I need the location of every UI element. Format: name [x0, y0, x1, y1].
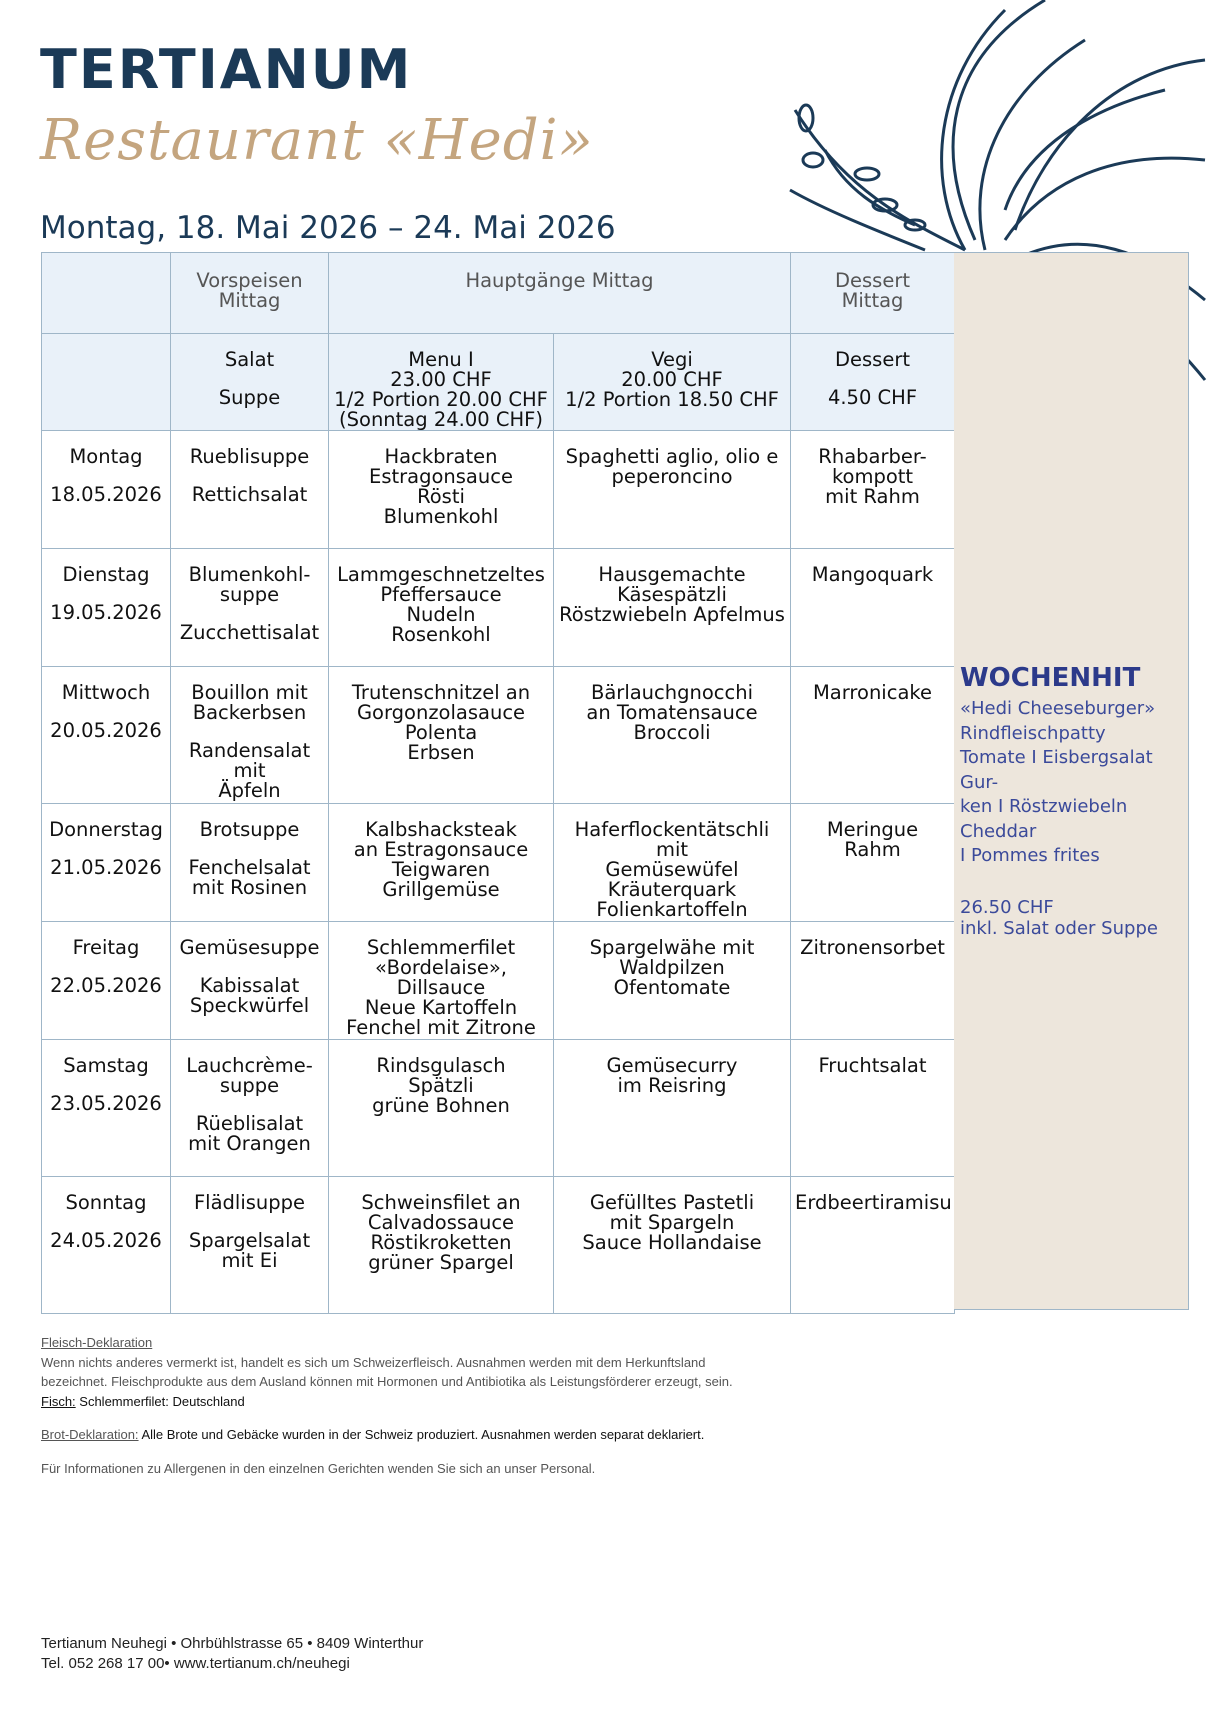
- dessert-cell: [791, 1040, 955, 1177]
- vegi-cell: [554, 922, 791, 1040]
- vegi-cell: [554, 1040, 791, 1177]
- day-row: [42, 1040, 955, 1177]
- vegi-line: Gemüsecurry: [606, 1054, 738, 1077]
- starter-line: Fenchelsalat: [188, 856, 311, 879]
- dessert-line: Erdbeertiramisu: [795, 1191, 952, 1214]
- subheader-line: Salat: [224, 348, 275, 371]
- starter-line: Rueblisuppe: [189, 445, 310, 468]
- day-cell: [42, 922, 171, 1040]
- dessert-cell: [791, 922, 955, 1040]
- restaurant-name: Restaurant «Hedi»: [40, 108, 594, 173]
- header-hauptgaenge: Hauptgänge Mittag: [329, 253, 791, 334]
- subheader-line: Menu I: [408, 348, 474, 371]
- starter-line: suppe: [219, 1074, 280, 1097]
- starter-line: Lauchcrème-: [186, 1054, 313, 1077]
- header-dessert: [791, 253, 955, 334]
- menu-cell: [329, 804, 554, 922]
- menu-line: Polenta: [404, 721, 478, 744]
- day-name: Freitag: [72, 936, 140, 959]
- day-date: 23.05.2026: [50, 1092, 162, 1115]
- allergen-note: Für Informationen zu Allergenen in den einzelnen Gerichten wenden Sie sich an unser Personal.: [41, 1460, 596, 1476]
- header-empty: [42, 253, 171, 334]
- fleisch-text: bezeichnet. Fleischprodukte aus dem Ausland können mit Hormonen und Antibiotika als Leistungsförderer erzeugt, sein.: [41, 1374, 733, 1389]
- table-header-row: [42, 253, 955, 334]
- fleisch-text: Wenn nichts anderes vermerkt ist, handelt es sich um Schweizerfleisch. Ausnahmen werden mit dem Herkunftsland: [41, 1354, 706, 1370]
- subheader-line: Dessert: [835, 348, 910, 371]
- subheader-line: 1/2 Portion 18.50 CHF: [565, 388, 779, 411]
- subheader-line: Suppe: [218, 386, 281, 409]
- menu-line: Rindsgulasch: [376, 1054, 506, 1077]
- starter-line: mit Rosinen: [191, 876, 308, 899]
- subheader-vegi: [554, 334, 791, 431]
- table-subheader-row: [42, 334, 955, 431]
- menu-line: Röstikroketten: [370, 1231, 512, 1254]
- vegi-line: Kräuterquark: [607, 878, 737, 901]
- fisch-label: Fisch:: [41, 1393, 76, 1409]
- brot-label: Brot-Deklaration:: [41, 1427, 139, 1442]
- menu-line: Erbsen: [407, 741, 475, 764]
- vegi-cell: [554, 667, 791, 804]
- starter-line: Kabissalat: [199, 974, 300, 997]
- vegi-line: Gefülltes Pastetli: [589, 1191, 755, 1214]
- date-range-heading: Montag, 18. Mai 2026 – 24. Mai 2026: [40, 210, 616, 246]
- wochenhit-panel: [954, 252, 1189, 1310]
- vegi-line: Hausgemachte: [598, 563, 746, 586]
- dessert-line: Marronicake: [812, 681, 932, 704]
- vegi-line: Spaghetti aglio, olio e: [565, 445, 779, 468]
- brand-logo: TERTIANUM: [40, 38, 413, 101]
- header-vorspeisen-line: Mittag: [218, 289, 281, 312]
- day-cell: [42, 431, 171, 549]
- menu-line: Rösti: [417, 485, 465, 508]
- wochenhit-line: Tomate I Eisbergsalat Gur-: [960, 747, 1153, 793]
- day-row: [42, 667, 955, 804]
- wochenhit-price-note: inkl. Salat oder Suppe: [960, 917, 1158, 939]
- dessert-line: Fruchtsalat: [818, 1054, 927, 1077]
- vegi-line: Folienkartoffeln: [596, 898, 748, 921]
- subheader-line: Vegi: [651, 348, 693, 371]
- header-vorspeisen: [171, 253, 329, 334]
- menu-line: Grillgemüse: [382, 878, 500, 901]
- dessert-line: Rahm: [844, 838, 901, 861]
- starter-cell: [171, 922, 329, 1040]
- menu-line: Fenchel mit Zitrone: [346, 1016, 536, 1039]
- starter-cell: [171, 804, 329, 922]
- menu-line: an Estragonsauce: [353, 838, 529, 861]
- day-cell: [42, 804, 171, 922]
- brot-text: Alle Brote und Gebäcke wurden in der Schweiz produziert. Ausnahmen werden separat deklariert.: [138, 1427, 705, 1442]
- day-date: 19.05.2026: [50, 601, 162, 624]
- menu-cell: [329, 431, 554, 549]
- menu-line: Kalbshacksteak: [365, 818, 517, 841]
- starter-line: Flädlisuppe: [193, 1191, 306, 1214]
- subheader-menu1: [329, 334, 554, 431]
- subheader-line: 4.50 CHF: [827, 386, 918, 409]
- day-row: [42, 431, 955, 549]
- dessert-cell: [791, 1177, 955, 1314]
- menu-line: Gorgonzolasauce: [356, 701, 526, 724]
- fleisch-title: Fleisch-Deklaration: [41, 1335, 153, 1350]
- menu-cell: [329, 549, 554, 667]
- subheader-starter: [171, 334, 329, 431]
- starter-line: Speckwürfel: [189, 994, 310, 1017]
- menu-line: Estragonsauce: [369, 465, 513, 488]
- dessert-line: Mangoquark: [811, 563, 934, 586]
- starter-line: Randensalat mit: [188, 739, 311, 782]
- vegi-line: an Tomatensauce: [586, 701, 758, 724]
- vegi-line: Sauce Hollandaise: [582, 1231, 762, 1254]
- starter-line: mit Orangen: [188, 1132, 311, 1155]
- menu-line: Neue Kartoffeln: [364, 996, 518, 1019]
- day-row: [42, 549, 955, 667]
- day-name: Montag: [69, 445, 143, 468]
- vegi-cell: [554, 804, 791, 922]
- day-row: [42, 804, 955, 922]
- menu-table: [41, 252, 955, 1314]
- starter-cell: [171, 667, 329, 804]
- menu-line: Nudeln: [406, 603, 476, 626]
- dessert-cell: [791, 549, 955, 667]
- menu-line: grüne Bohnen: [372, 1094, 510, 1117]
- vegi-cell: [554, 431, 791, 549]
- dessert-line: Meringue: [826, 818, 919, 841]
- dessert-cell: [791, 431, 955, 549]
- menu-line: Pfeffersauce: [380, 583, 502, 606]
- menu-line: Spätzli: [408, 1074, 474, 1097]
- starter-cell: [171, 549, 329, 667]
- address-line: Tertianum Neuhegi • Ohrbühlstrasse 65 • 8409 Winterthur: [41, 1635, 424, 1652]
- header-dessert-line: Dessert: [835, 269, 910, 292]
- subheader-line: 20.00 CHF: [621, 368, 723, 391]
- dessert-line: kompott: [831, 465, 914, 488]
- starter-line: Gemüsesuppe: [179, 936, 320, 959]
- day-name: Donnerstag: [49, 818, 163, 841]
- subheader-empty: [42, 334, 171, 431]
- vegi-line: Haferflockentätschli mit: [574, 818, 770, 861]
- day-name: Dienstag: [62, 563, 150, 586]
- vegi-line: Ofentomate: [613, 976, 731, 999]
- menu-cell: [329, 1040, 554, 1177]
- day-date: 22.05.2026: [50, 974, 162, 997]
- wochenhit-line: Rindfleischpatty: [960, 722, 1106, 744]
- day-date: 24.05.2026: [50, 1229, 162, 1252]
- starter-line: Brotsuppe: [199, 818, 300, 841]
- day-date: 20.05.2026: [50, 719, 162, 742]
- menu-line: Teigwaren: [391, 858, 491, 881]
- menu-cell: [329, 922, 554, 1040]
- dessert-line: Rhabarber-: [818, 445, 927, 468]
- wochenhit-line: ken I Röstzwiebeln Cheddar: [960, 796, 1128, 842]
- day-name: Mittwoch: [61, 681, 151, 704]
- menu-line: grüner Spargel: [368, 1251, 514, 1274]
- starter-cell: [171, 1040, 329, 1177]
- vegi-line: Käsespätzli: [617, 583, 727, 606]
- declarations: [41, 1333, 841, 1478]
- menu-line: Hackbraten: [384, 445, 498, 468]
- menu-line: «Bordelaise», Dillsauce: [374, 956, 507, 999]
- dessert-cell: [791, 804, 955, 922]
- menu-cell: [329, 667, 554, 804]
- wochenhit-price: 26.50 CHF: [960, 896, 1054, 918]
- starter-cell: [171, 431, 329, 549]
- vegi-line: im Reisring: [617, 1074, 727, 1097]
- day-date: 18.05.2026: [50, 483, 162, 506]
- subheader-line: (Sonntag 24.00 CHF): [339, 408, 543, 431]
- starter-line: Blumenkohl-: [188, 563, 311, 586]
- starter-line: Zucchettisalat: [179, 621, 320, 644]
- starter-cell: [171, 1177, 329, 1314]
- wochenhit-line: I Pommes frites: [960, 845, 1100, 866]
- day-row: [42, 922, 955, 1040]
- vegi-line: peperoncino: [611, 465, 733, 488]
- fisch-text: Schlemmerfilet: Deutschland: [75, 1393, 245, 1409]
- menu-line: Schweinsfilet an: [361, 1191, 521, 1214]
- header-dessert-line: Mittag: [841, 289, 904, 312]
- wochenhit-title: WOCHENHIT: [960, 663, 1141, 693]
- vegi-line: mit Spargeln: [609, 1211, 735, 1234]
- subheader-line: 23.00 CHF: [390, 368, 492, 391]
- day-cell: [42, 667, 171, 804]
- vegi-cell: [554, 1177, 791, 1314]
- starter-line: Spargelsalat: [188, 1229, 311, 1252]
- menu-line: Trutenschnitzel an: [351, 681, 531, 704]
- address-line: Tel. 052 268 17 00• www.tertianum.ch/neuhegi: [41, 1654, 350, 1672]
- starter-line: Backerbsen: [192, 701, 307, 724]
- address-block: [41, 1634, 423, 1673]
- menu-line: Calvadossauce: [367, 1211, 515, 1234]
- starter-line: Bouillon mit: [191, 681, 308, 704]
- day-cell: [42, 1177, 171, 1314]
- subheader-line: 1/2 Portion 20.00 CHF: [334, 388, 548, 411]
- vegi-line: Bärlauchgnocchi: [590, 681, 754, 704]
- starter-line: mit Ei: [221, 1249, 278, 1272]
- starter-line: Rüeblisalat: [195, 1112, 304, 1135]
- wochenhit-line: «Hedi Cheeseburger»: [960, 698, 1156, 719]
- day-row: [42, 1177, 955, 1314]
- vegi-cell: [554, 549, 791, 667]
- dessert-line: Zitronensorbet: [800, 936, 945, 959]
- subheader-dessert: [791, 334, 955, 431]
- menu-line: Rosenkohl: [391, 623, 491, 646]
- menu-line: Lammgeschnetzeltes: [337, 563, 545, 586]
- vegi-line: Waldpilzen: [619, 956, 725, 979]
- menu-cell: [329, 1177, 554, 1314]
- day-cell: [42, 1040, 171, 1177]
- day-cell: [42, 549, 171, 667]
- dessert-cell: [791, 667, 955, 804]
- vegi-line: Spargelwähe mit: [589, 936, 755, 959]
- starter-line: Rettichsalat: [191, 483, 308, 506]
- starter-line: suppe: [219, 583, 280, 606]
- header-vorspeisen-line: Vorspeisen: [196, 269, 303, 292]
- dessert-line: mit Rahm: [825, 485, 920, 508]
- menu-line: Schlemmerfilet: [366, 936, 516, 959]
- day-date: 21.05.2026: [50, 856, 162, 879]
- starter-line: Äpfeln: [218, 779, 281, 802]
- vegi-line: Röstzwiebeln Apfelmus: [559, 603, 785, 626]
- vegi-line: Broccoli: [633, 721, 711, 744]
- day-name: Sonntag: [65, 1191, 147, 1214]
- day-name: Samstag: [63, 1054, 149, 1077]
- menu-line: Blumenkohl: [383, 505, 499, 528]
- vegi-line: Gemüsewüfel: [605, 858, 739, 881]
